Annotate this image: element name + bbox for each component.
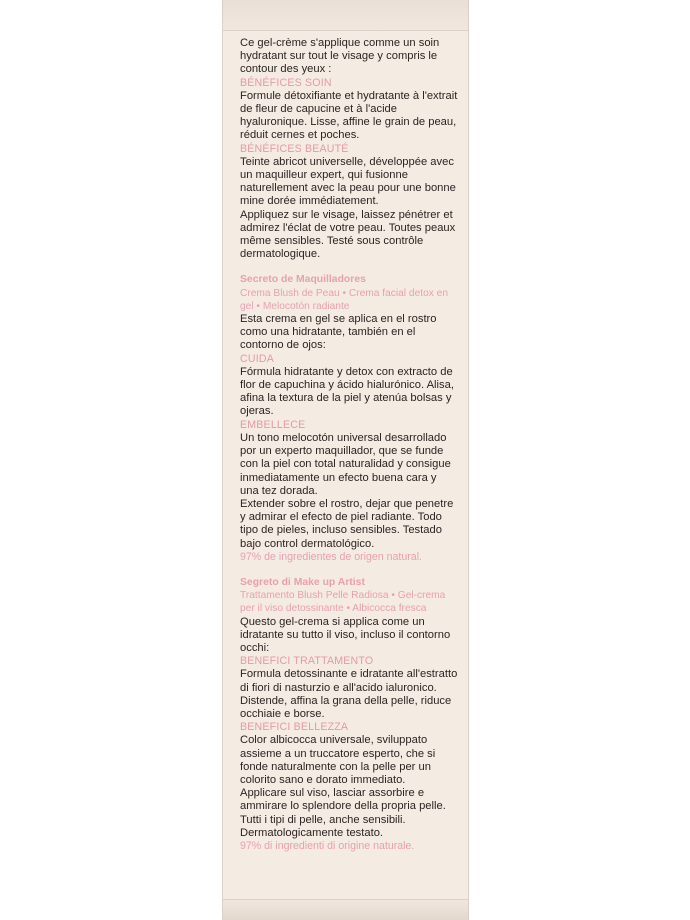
es-subtitle: Crema Blush de Peau • Crema facial detox en gel • Melocotón radiante bbox=[240, 287, 448, 312]
it-title: Segreto di Make up Artist bbox=[240, 576, 365, 588]
french-section bbox=[240, 37, 458, 261]
it-subtitle: Trattamento Blush Pelle Radiosa • Gel-crema per il viso detossinante • Albicocca fresca bbox=[240, 590, 446, 615]
fr-care-text: Formule détoxifiante et hydratante à l'extrait de fleur de capucine et à l'acide hyaluronique. Lisse, affine le grain de peau, réduit cernes et poches. bbox=[240, 89, 458, 142]
it-natural-ingredients: 97% di ingredienti di origine naturale. bbox=[240, 839, 415, 852]
fr-intro: Ce gel-crème s'applique comme un soin hydratant sur tout le visage y compris le contour des yeux : bbox=[240, 37, 440, 76]
it-beauty-text: Color albicocca universale, sviluppato assieme a un truccatore esperto, che si fonde naturalmente con la pelle per un colorito sano e dorato immediato. bbox=[240, 734, 436, 786]
italian-section bbox=[240, 576, 458, 853]
fr-care-heading: BÉNÉFICES SOIN bbox=[240, 76, 332, 89]
es-intro: Esta crema en gel se aplica en el rostro como una hidratante, también en el contorno de ojos: bbox=[240, 313, 437, 352]
fr-apply-text: Appliquez sur le visage, laissez pénétrer et admirez l'éclat de votre peau. Toutes peaux même sensibles. Testé sous contrôle dermatologique. bbox=[240, 208, 456, 261]
fr-beauty-heading: BÉNÉFICES BEAUTÉ bbox=[240, 142, 349, 155]
box-top-fold bbox=[223, 0, 468, 31]
es-care-heading: CUIDA bbox=[240, 352, 274, 365]
it-apply-text: Applicare sul viso, lasciar assorbire e ammirare lo splendore della propria pelle. Tutti i tipi di pelle, anche sensibili. Dermatologicamente testato. bbox=[240, 787, 446, 839]
it-intro: Questo gel-crema si applica come un idratante su tutto il viso, incluso il contorno occhi: bbox=[240, 615, 451, 654]
es-title: Secreto de Maquilladores bbox=[240, 274, 366, 286]
spanish-section bbox=[240, 273, 458, 563]
it-care-text: Formula detossinante e idratante all'estratto di fiori di nasturzio e all'acido ialuronico. Distende, affina la grana della pelle, riduce occhiaie e borse. bbox=[240, 668, 458, 720]
box-text-panel bbox=[240, 37, 458, 853]
es-beauty-heading: EMBELLECE bbox=[240, 418, 306, 431]
es-beauty-text: Un tono melocotón universal desarrollado por un experto maquillador, que se funde con la piel con total naturalidad y consigue inmediatamente un efecto buena cara y una tez dorada. bbox=[240, 431, 451, 497]
es-apply-text: Extender sobre el rostro, dejar que penetre y admirar el efecto de piel radiante. Todo tipo de pieles, incluso sensibles. Testado bajo control dermatológico. bbox=[240, 497, 454, 550]
fr-beauty-text: Teinte abricot universelle, développée avec un maquilleur expert, qui fusionne naturellement avec la peau pour une bonne mine dorée immédiatement. bbox=[240, 155, 456, 208]
it-beauty-heading: BENEFICI BELLEZZA bbox=[240, 721, 349, 734]
es-care-text: Fórmula hidratante y detox con extracto de flor de capuchina y ácido hialurónico. Alisa, afina la textura de la piel y atenúa bolsas y ojeras. bbox=[240, 365, 454, 418]
it-care-heading: BENEFICI TRATTAMENTO bbox=[240, 655, 374, 668]
box-bottom-fold bbox=[223, 899, 468, 920]
es-natural-ingredients: 97% de ingredientes de origen natural. bbox=[240, 550, 422, 563]
